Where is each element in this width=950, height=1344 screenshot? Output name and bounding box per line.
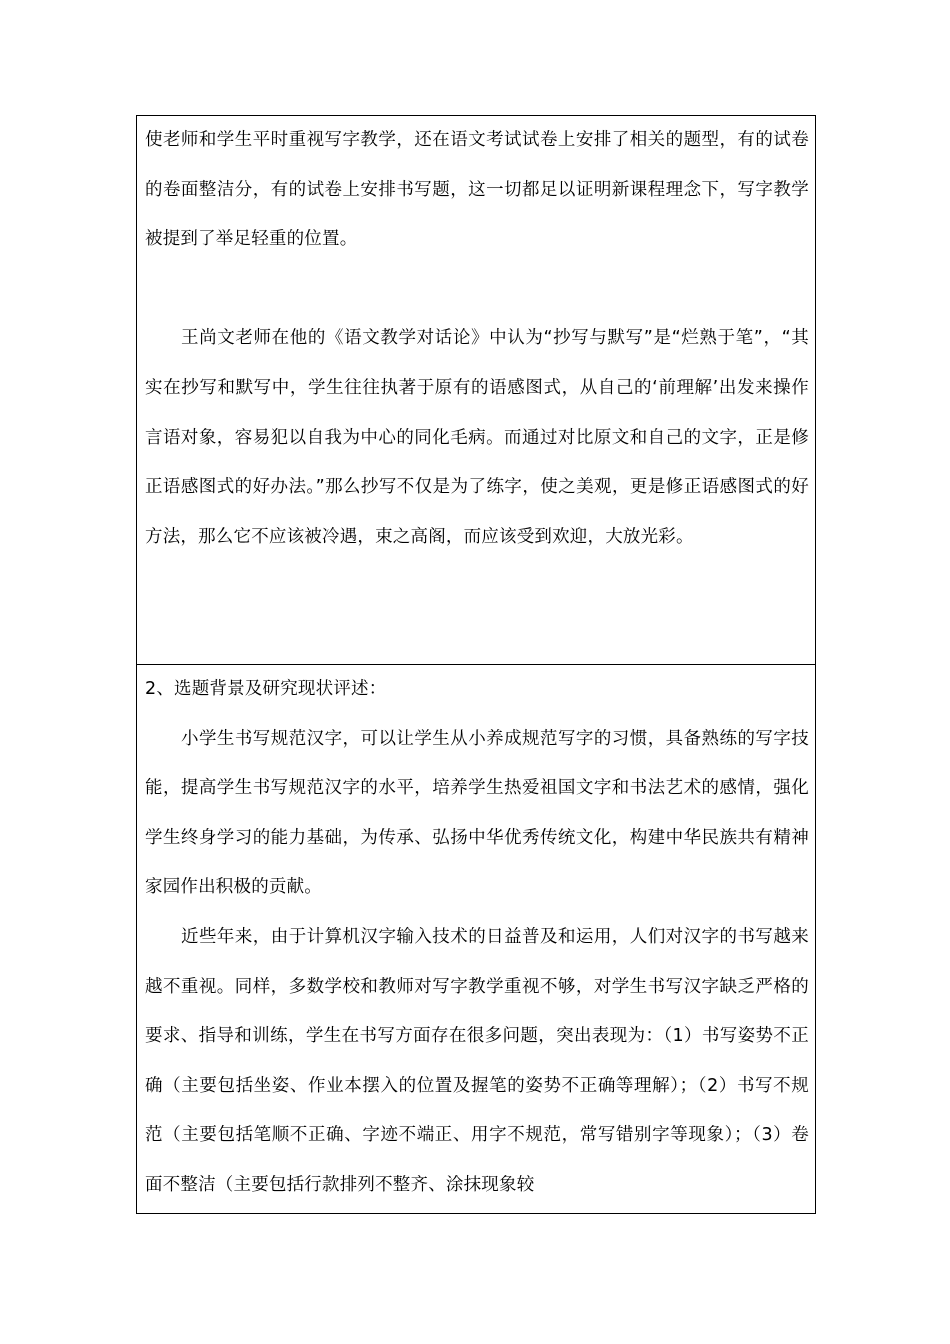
paragraph-writing-importance: 使老师和学生平时重视写字教学，还在语文考试试卷上安排了相关的题型，有的试卷的卷面整洁分，有的试卷上安排书写题，这一切都足以证明新课程理念下，写字教学被提到了举足轻重的位置。 bbox=[145, 130, 809, 250]
blank-line bbox=[145, 265, 809, 315]
table-cell-background bbox=[137, 665, 815, 1213]
form-table bbox=[136, 115, 816, 1214]
paragraph-current-problems: 近些年来，由于计算机汉字输入技术的日益普及和运用，人们对汉字的书写越来越不重视。同样，多数学校和教师对写字教学重视不够，对学生书写汉字缺乏严格的要求、指导和训练，学生在书写方面存在很多问题，突出表现为：（1）书写姿势不正确（主要包括坐姿、作业本摆入的位置及握笔的姿势不正确等理解）；（2）书写不规范（主要包括笔顺不正确、字迹不端正、用字不规范，常写错别字等现象）；（3）卷面不整洁（主要包括行款排列不整齐、涂抹现象较 bbox=[145, 926, 809, 1195]
paragraph-wang-shangwen-quote: 王尚文老师在他的《语文教学对话论》中认为“抄写与默写”是“烂熟于笔”，“其实在抄写和默写中，学生往往执著于原有的语感图式，从自己的‘前理解’出发来操作言语对象，容易犯以自我为中心的同化毛病。而通过对比原文和自己的文字，正是修正语感图式的好办法。”那么抄写不仅是为了练字，使之美观，更是修正语感图式的好方法，那么它不应该被冷遇，束之高阁，而应该受到欢迎，大放光彩。 bbox=[145, 328, 809, 547]
section-heading-background: 2、选题背景及研究现状评述： bbox=[145, 679, 387, 699]
table-cell-intro bbox=[137, 116, 815, 665]
paragraph-standard-writing: 小学生书写规范汉字，可以让学生从小养成规范写字的习惯，具备熟练的写字技能，提高学生书写规范汉字的水平，培养学生热爱祖国文字和书法艺术的感情，强化学生终身学习的能力基础，为传承、弘扬中华优秀传统文化，构建中华民族共有精神家园作出积极的贡献。 bbox=[145, 728, 809, 898]
